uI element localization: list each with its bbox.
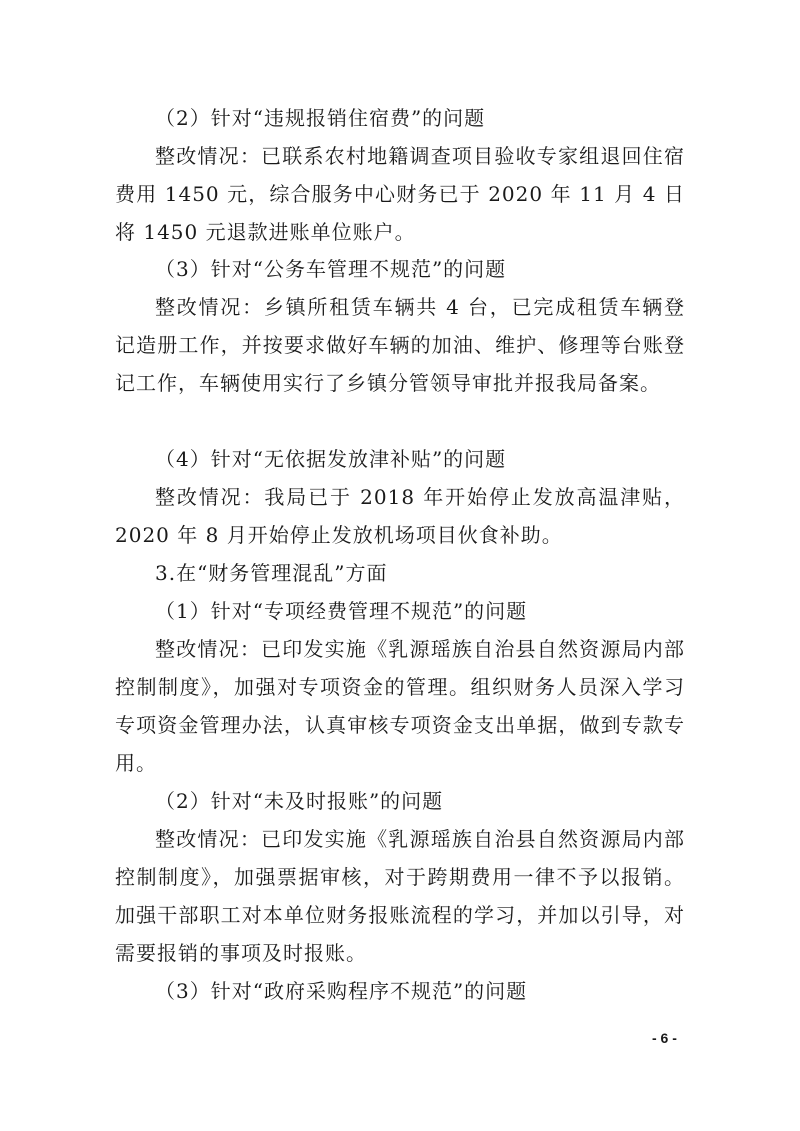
section-heading-3-finance: 3.在“财务管理混乱”方面 [155, 561, 388, 585]
paragraph-rectification-vehicle: 整改情况：乡镇所租赁车辆共 4 台，已完成租赁车辆登记造册工作，并按要求做好车辆的加油、维护、修理等台账登记工作，车辆使用实行了乡镇分管领导审批并报我局备案。 [115, 295, 685, 395]
subheading-3-procurement: （3）针对“政府采购程序不规范”的问题 [155, 979, 528, 1003]
paragraph-rectification-reimbursement: 整改情况：已印发实施《乳源瑶族自治县自然资源局内部控制制度》，加强票据审核，对于跨期费用一律不予以报销。加强干部职工对本单位财务报账流程的学习，并加以引导，对需要报销的事项及时报账。 [115, 827, 685, 965]
subheading-4-allowance: （4）针对“无依据发放津补贴”的问题 [155, 447, 507, 471]
subheading-1-special-funds: （1）针对“专项经费管理不规范”的问题 [155, 599, 528, 623]
paragraph-rectification-allowance: 整改情况：我局已于 2018 年开始停止发放高温津贴，2020 年 8 月开始停止发放机场项目伙食补助。 [115, 485, 685, 547]
subheading-2-reimbursement: （2）针对“未及时报账”的问题 [155, 789, 444, 813]
paragraph-rectification-special-funds: 整改情况：已印发实施《乳源瑶族自治县自然资源局内部控制制度》，加强对专项资金的管理。组织财务人员深入学习专项资金管理办法，认真审核专项资金支出单据，做到专款专用。 [115, 637, 685, 775]
subheading-3-vehicle: （3）针对“公务车管理不规范”的问题 [155, 257, 507, 281]
subheading-2-accommodation: （2）针对“违规报销住宿费”的问题 [155, 106, 486, 130]
paragraph-rectification-accommodation: 整改情况：已联系农村地籍调查项目验收专家组退回住宿费用 1450 元，综合服务中心财务已于 2020 年 11 月 4 日将 1450 元退款进账单位账户。 [115, 144, 685, 244]
page-number: - 6 - [652, 1030, 677, 1046]
